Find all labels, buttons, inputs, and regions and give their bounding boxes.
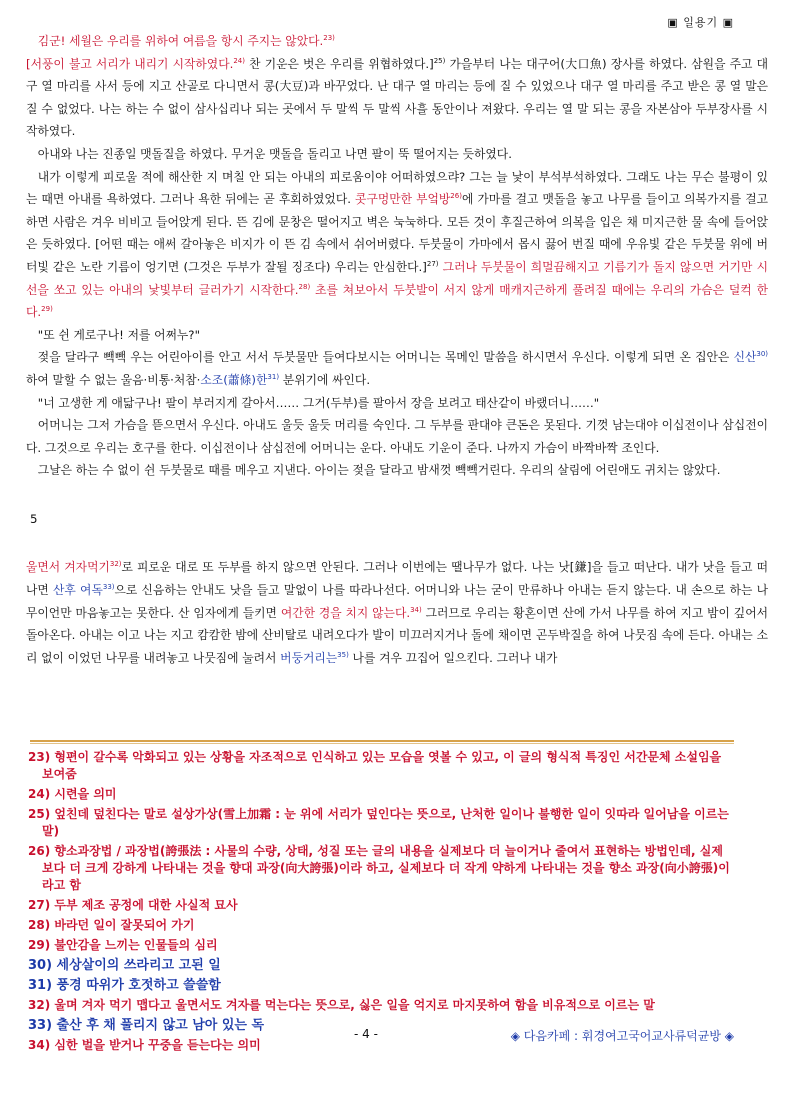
- text-span: 에 가마를 걸고 맷돌을 놓고 나무를 들이고 의복가지를 걸고 하면 사람은 겨우 비비고 들어앉게 된다. 뜬 김에 문창은 떨어지고 벽은 눅눅하다. 모든 것이 후질근하여 의복을 입은 채 미지근한 물 속에 들어앉은 듯하였다. [어떤 때는 애써 갈아놓은 비지가 이 뜬 김 속에서 쉬어버렸다. 두붓물이 가마에서 몹시 끓어 번질 때에 우유빛 같은 두붓물 위에 버터빛 같은 노란 기름이 엉기면 (그것은 두부가 잘될 징조다) 우리는 안심한다.]: [26, 192, 769, 274]
- footnote-ref[interactable]: 23): [323, 34, 335, 43]
- text-span: 신산: [733, 350, 757, 365]
- paragraph-6: [26, 346, 768, 391]
- footnote-ref[interactable]: 33): [102, 583, 115, 592]
- text-span: [서풍이 불고 서리가 내리기 시작하였다.: [26, 56, 234, 71]
- text-span: 그러므로 우리는 황혼이면 산에 가서 나무를 하여 지고 밤이 깊어서 돌아온다. 아내는 이고 나는 지고 캄캄한 밤에 산비탈로 내려오다가 발이 미끄러지거나 돌에 채이면 곤두박질을 하여 나뭇짐 속에 든다. 아내는 소리 없이 이었던 나무를 내려놓고 나뭇짐에 눌려서: [26, 605, 768, 665]
- footnote-33: 33) 출산 후 채 풀리지 않고 남아 있는 독: [28, 1018, 265, 1033]
- text-span: 찬 기운은 벗은 우리를 위협하였다.]: [244, 56, 434, 71]
- text-span: 가을부터 나는 대구어(大口魚) 장사를 하였다. 삼원을 주고 대구 열 마리를 사서 등에 지고 산골로 다니면서 콩(大豆)과 바꾸었다. 난 대구 열 마리는 등에 질 수 있었으나 대구 열 마리를 주고 받은 콩 열 말은 질 수 없었다. 나는 하는 수 없이 삼사십리나 되는 곳에서 두 말씩 두 말씩 사흘 동안이나 져왔다. 우리는 열 말 되는 콩을 자본삼아 두부장사를 시작하였다.: [26, 56, 768, 139]
- footnote-ref[interactable]: 29): [41, 305, 53, 314]
- footnote-31: 31) 풍경 따위가 호젓하고 쓸쓸함: [28, 978, 221, 993]
- paragraph-1: [26, 30, 768, 53]
- paragraph-9: 그날은 하는 수 없이 쉰 두붓물로 때를 메우고 지낸다. 아이는 젖을 달라고 밤새껏 빽빽거린다. 우리의 살림에 어린애도 귀치는 않았다.: [37, 463, 721, 478]
- paragraph-5: "또 쉰 게로구나! 저를 어쩌누?": [37, 327, 200, 342]
- footnote-ref[interactable]: 24): [233, 56, 245, 65]
- footnote-ref[interactable]: 32): [109, 560, 122, 569]
- text-span: 초를 쳐보아서 두붓발이 서지 않게 매캐지근하게 풀려질 때에는 우리의 가슴은 덜컥 한다.: [26, 282, 768, 320]
- text-span: 콧구멍만한 부엌방: [355, 192, 451, 207]
- text-span: 그러나 두붓물이 희멀끔해지고 기름기가 돌지 않으면 거기만 시선을 쏘고 있는 아내의 낯빛부터 글러가기 시작한다.: [26, 259, 768, 297]
- footnote-ref[interactable]: 28): [298, 282, 311, 291]
- paragraph-7: "너 고생한 게 애닯구나! 팔이 부러지게 갈아서…… 그거(두부)를 팔아서 장을 보려고 태산같이 바랬더니……": [37, 395, 600, 410]
- footnote-23: 23) 형편이 갈수록 악화되고 있는 상황을 자조적으로 인식하고 있는 모습을 엿볼 수 있고, 이 글의 형식적 특징인 서간문체 소설임을 보여줌: [28, 750, 722, 781]
- text-span: 울면서 겨자먹기: [26, 560, 110, 575]
- footnote-25: 25) 엎친데 덮친다는 말로 설상가상(雪上加霜 : 눈 위에 서리가 덮인다는 뜻으로, 난처한 일이나 불행한 일이 잇따라 일어남을 이르는 말): [28, 807, 729, 838]
- text-span: 으로 신음하는 안내도 낫을 들고 말없이 나를 따라나선다. 어머니와 나는 굳이 만류하나 아내는 듣지 않는다. 내 손으로 하는 나무이언만 마음놓고는 못한다. 산 임자에게 들키면: [26, 583, 768, 620]
- footnote-29: 29) 불안감을 느끼는 인물들의 심리: [28, 938, 218, 952]
- body-text: [26, 30, 768, 669]
- footnote-ref[interactable]: 34): [410, 605, 422, 614]
- footnote-divider: [30, 740, 734, 744]
- footnote-24: 24) 시련을 의미: [28, 787, 117, 801]
- text-span: 김군! 세월은 우리를 위하여 여름을 항시 주지는 않았다.: [37, 34, 324, 48]
- text-span: 분위기에 싸인다.: [279, 372, 371, 387]
- paragraph-10: [26, 556, 768, 669]
- text-span: 젖을 달라구 빽빽 우는 어린아이를 안고 서서 두붓물만 들여다보시는 어머니는 목메인 말씀을 하시면서 우신다. 이렇게 되면 온 집안은: [37, 350, 734, 365]
- text-span: 로 피로운 대로 또 두부를 하지 않으면 안된다. 그러나 이번에는 땔나무가 없다. 나는 낫[鎌]을 들고 떠난다. 내가 낫을 들고 떠나면: [26, 560, 768, 598]
- text-span: 소조(蕭條)한: [200, 372, 268, 387]
- header-title: ▣ 일용기 ▣: [667, 16, 734, 29]
- footnote-32: 32) 울며 겨자 먹기 맵다고 울면서도 겨자를 먹는다는 뜻으로, 싫은 일을 억지로 마지못하여 함을 비유적으로 이르는 말: [28, 998, 655, 1012]
- footnote-34: 34) 심한 벌을 받거나 꾸중을 듣는다는 의미: [28, 1038, 261, 1052]
- paragraph-8: 어머니는 그저 가슴을 뜯으면서 우신다. 아내도 울듯 울듯 머리를 숙인다. 그 두부를 판대야 큰돈은 못된다. 기껏 남는대야 이십전이나 삼십전이다. 그것으로 우리는 호구를 한다. 이십전이나 삼십전에 어머니는 운다. 아내도 기운이 준다. 나까지 가슴이 바짝바짝 조인다.: [26, 418, 768, 455]
- footnote-ref[interactable]: 26): [450, 192, 462, 201]
- paragraph-4: [26, 166, 768, 324]
- paragraph-2: [26, 53, 768, 143]
- text-span: 여간한 경을 치지 않는다.: [280, 605, 411, 620]
- footnote-27: 27) 두부 제조 공정에 대한 사실적 묘사: [28, 898, 238, 912]
- footnote-ref[interactable]: 30): [756, 350, 768, 359]
- footnote-30: 30) 세상살이의 쓰라리고 고된 일: [28, 958, 221, 973]
- text-span: 산후 여독: [53, 583, 103, 598]
- cafe-link[interactable]: ◈ 다음카페 : 휘경여고국어교사류덕균방 ◈: [510, 1029, 734, 1043]
- footnote-ref[interactable]: 35): [337, 650, 349, 659]
- footnotes: [28, 749, 734, 1057]
- footnote-28: 28) 바라던 일이 잘못되어 가기: [28, 918, 195, 932]
- text-span: 나를 겨우 끄집어 일으킨다. 그러나 내가: [348, 650, 558, 665]
- text-span: 내가 이렇게 피로울 적에 해산한 지 며칠 안 되는 아내의 피로움이야 어떠하였으랴? 그는 늘 낯이 부석부석하였다. 그래도 나는 무슨 불평이 있는 때면 아내를 욕하였다. 그러나 욕한 뒤에는 곧 후회하였었다.: [26, 169, 768, 207]
- footnote-ref[interactable]: 31): [267, 372, 280, 381]
- page-number: - 4 -: [354, 1027, 378, 1041]
- text-span: 하여 말할 수 없는 울음·비통·처참·: [26, 372, 201, 387]
- footnote-ref[interactable]: 25): [433, 56, 446, 65]
- paragraph-3: 아내와 나는 진종일 맷돌질을 하였다. 무거운 맷돌을 돌리고 나면 팔이 뚝 떨어지는 듯하였다.: [37, 146, 512, 161]
- section-number: 5: [30, 511, 38, 526]
- footnote-ref[interactable]: 27): [426, 260, 439, 269]
- footnote-26: 26) 향소과장법 / 과장법(誇張法 : 사물의 수량, 상태, 성질 또는 글의 내용을 실제보다 더 늘이거나 줄여서 표현하는 방법인데, 실제보다 더 크게 강하게 나타내는 것을 향대 과장(向大誇張)이라 하고, 실제보다 더 작게 약하게 나타내는 것을 향소 과장(向小誇張)이라고 함: [28, 844, 730, 892]
- text-span: 버둥거리는: [280, 650, 338, 665]
